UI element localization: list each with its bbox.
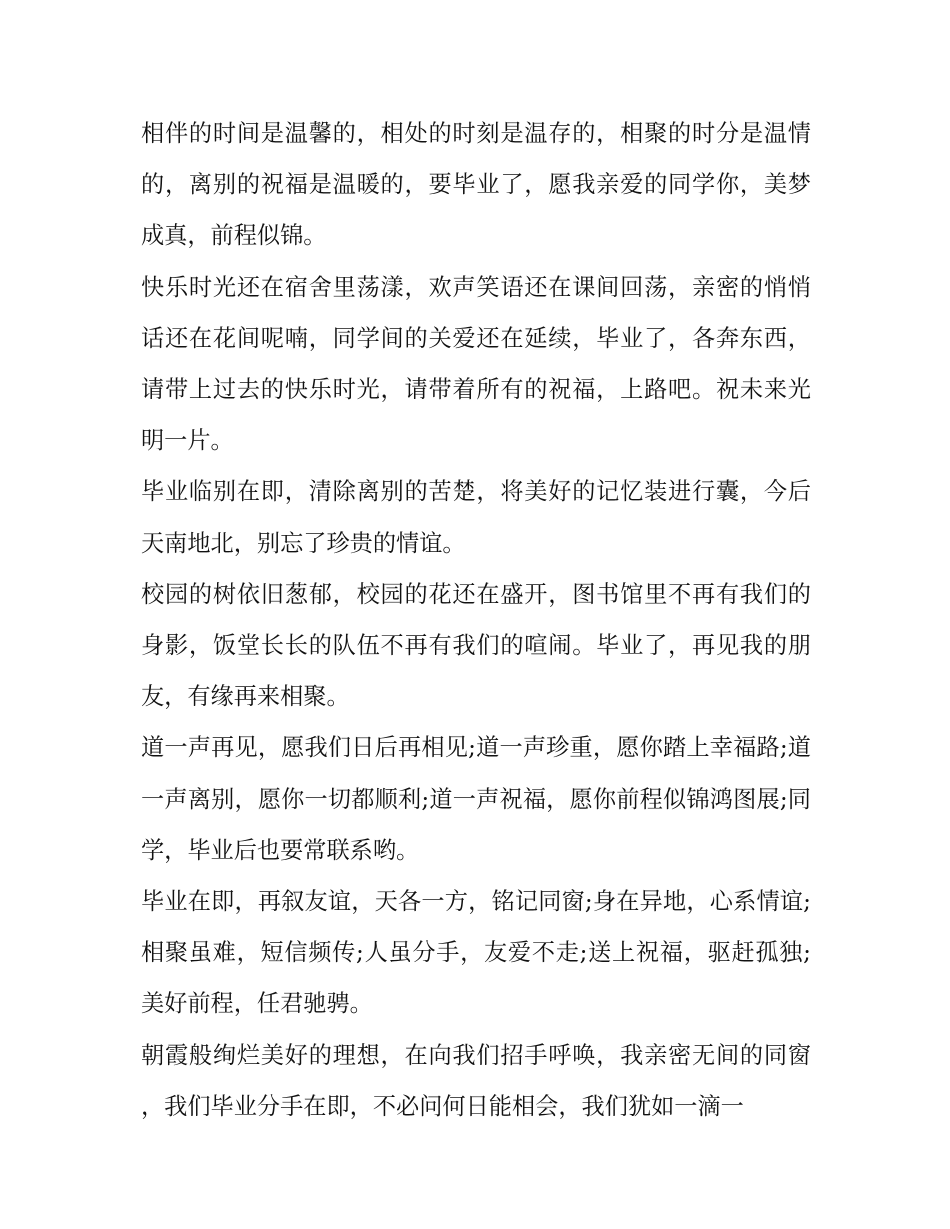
paragraph-7: 朝霞般绚烂美好的理想，在向我们招手呼唤，我亲密无间的同窗，我们毕业分手在即，不必问何日能相会，我们犹如一滴一 (141, 1041, 811, 1120)
paragraph-2: 快乐时光还在宿舍里荡漾，欢声笑语还在课间回荡，亲密的悄悄话还在花间呢喃，同学间的关爱还在延续，毕业了，各奔东西，请带上过去的快乐时光，请带着所有的祝福，上路吧。祝未来光明一片。 (141, 273, 811, 455)
paragraph-4: 校园的树依旧葱郁，校园的花还在盛开，图书馆里不再有我们的身影，饭堂长长的队伍不再有我们的喧闹。毕业了，再见我的朋友，有缘再来相聚。 (141, 580, 811, 711)
paragraph-6: 毕业在即，再叙友谊，天各一方，铭记同窗;身在异地，心系情谊;相聚虽难，短信频传;人虽分手，友爱不走;送上祝福，驱赶孤独;美好前程，任君驰骋。 (141, 888, 811, 1018)
paragraph-5: 道一声再见，愿我们日后再相见;道一声珍重，愿你踏上幸福路;道一声离别，愿你一切都顺利;道一声祝福，愿你前程似锦鸿图展;同学，毕业后也要常联系哟。 (141, 734, 811, 864)
document-body (141, 108, 811, 1132)
paragraph-1: 相伴的时间是温馨的，相处的时刻是温存的，相聚的时分是温情的，离别的祝福是温暖的，要毕业了，愿我亲爱的同学你，美梦成真，前程似锦。 (141, 120, 811, 250)
paragraph-3: 毕业临别在即，清除离别的苦楚，将美好的记忆装进行囊，今后天南地北，别忘了珍贵的情谊。 (141, 478, 811, 557)
